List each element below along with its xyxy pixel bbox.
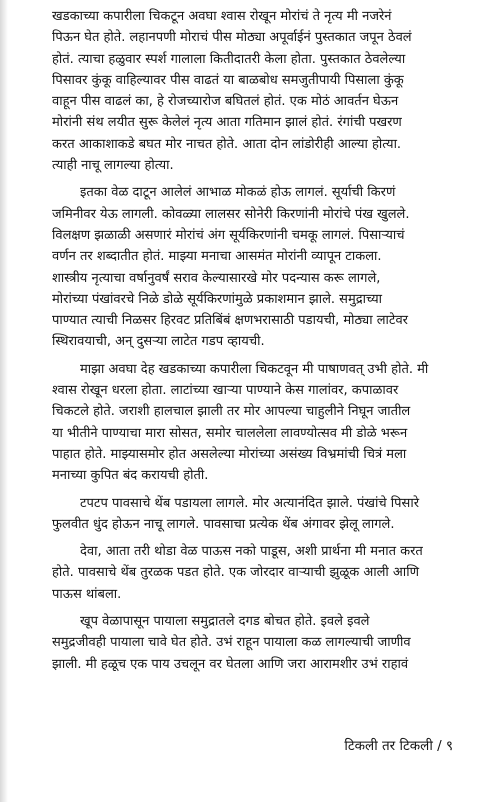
page-binding-shadow [0,0,8,802]
paragraph [52,359,470,487]
text-line: पाहात होते. माझ्यासमोर होत असलेल्या मोरांच्या असंख्य विभ्रमांची चित्रं मला [52,446,407,462]
text-line: त्याही नाचू लागल्या होत्या. [52,158,174,174]
paragraph [52,182,470,352]
text-line: पिऊन घेत होते. लहानपणी मोराचं पीस मोठ्या अपूर्वाईनं पुस्तकात जपून ठेवलं [52,30,412,46]
page-footer [344,736,453,754]
text-line: स्थिरावयाची, अन् दुसऱ्या लाटेत गडप व्हायची. [52,334,265,350]
text-line: पिसावर कुंकू वाहिल्यावर पीस वाढतं या बाळबोध समजुतीपायी पिसाला कुंकू [52,72,404,88]
text-line: होते. पावसाचे थेंब तुरळक पडत होते. एक जोरदार वाऱ्याची झुळूक आली आणि [52,565,419,581]
text-line: चिकटले होते. जराशी हालचाल झाली तर मोर आपल्या चाहुलीने निघून जातील [52,404,411,420]
text-line: झाली. मी हळूच एक पाय उचलून वर घेतला आणि जरा आरामशीर उभं राहावं [52,656,409,672]
text-line: पाऊस थांबला. [52,586,122,602]
text-line: शास्त्रीय नृत्याचा वर्षानुवर्षं सराव केल्यासारखे मोर पदन्यास करू लागले, [52,270,381,286]
text-line: विलक्षण झळाळी असणारं मोरांचं अंग सूर्यकिरणांनी चमकू लागलं. पिसाऱ्याचं [52,227,405,243]
body-text [52,6,470,675]
paragraph [52,6,470,176]
text-line: इतका वेळ दाटून आलेलं आभाळ मोकळं होऊ लागलं. सूर्याची किरणं [80,185,396,201]
text-line: माझा अवघा देह खडकाच्या कपारीला चिकटवून मी पाषाणवत् उभी होते. मी [80,361,429,377]
text-line: देवा, आता तरी थोडा वेळ पाऊस नको पाडूस, अशी प्रार्थना मी मनात करत [80,544,423,560]
text-line: टपटप पावसाचे थेंब पडायला लागले. मोर अत्यानंदित झाले. पंखांचे पिसारे [80,495,420,511]
text-line: पाण्यात त्याची निळसर हिरवट प्रतिबिंबं क्षणभरासाठी पडायची, मोठ्या लाटेवर [52,313,409,329]
text-line: समुद्रजीवही पायाला चावे घेत होते. उभं राहून पायाला कळ लागल्याची जाणीव [52,635,411,651]
footer-separator: / [437,738,442,754]
page-number: ९ [445,738,453,754]
text-line: वाहून पीस वाढलं का, हे रोजच्यारोज बघितलं होतं. एक मोठं आवर्तन घेऊन [52,94,399,110]
text-line: वर्णन तर शब्दातीत होतं. माझ्या मनाचा आसमंत मोरांनी व्यापून टाकला. [52,249,382,265]
paragraph [52,611,470,675]
paragraph [52,493,470,536]
text-line: जमिनीवर येऊ लागली. कोवळ्या लालसर सोनेरी किरणांनी मोरांचे पंख खुलले. [52,206,410,222]
text-line: होतं. त्याचा हळुवार स्पर्श गालाला कितीदातरी केला होता. पुस्तकात ठेवलेल्या [52,51,406,67]
text-line: खूप वेळापासून पायाला समुद्रातले दगड बोचत होते. इवले इवले [80,614,370,630]
book-title: टिकली तर टिकली [344,738,433,754]
text-line: फुलवीत धुंद होऊन नाचू लागले. पावसाचा प्रत्येक थेंब अंगावर झेलू लागले. [52,516,395,532]
text-line: मोरांच्या पंखांवरचे निळे डोळे सूर्यकिरणांमुळे प्रकाशमान झाले. समुद्राच्या [52,291,383,307]
text-line: या भीतीने पाण्याचा मारा सोसत, समोर चाललेला लावण्योत्सव मी डोळे भरून [52,425,408,441]
text-line: मोरांनी संथ लयीत सुरू केलेलं नृत्य आता गतिमान झालं होतं. रंगांची पखरण [52,115,402,131]
text-line: करत आकाशाकडे बघत मोर नाचत होते. आता दोन लांडोरीही आल्या होत्या. [52,136,402,152]
text-line: श्वास रोखून धरला होता. लाटांच्या खाऱ्या पाण्याने केस गालांवर, कपाळावर [52,383,399,399]
text-line: खडकाच्या कपारीला चिकटून अवघा श्वास रोखून मोरांचं ते नृत्य मी नजरेनं [52,9,392,24]
text-line: मनाच्या कुपित बंद करायची होती. [52,468,209,484]
paragraph [52,541,470,605]
